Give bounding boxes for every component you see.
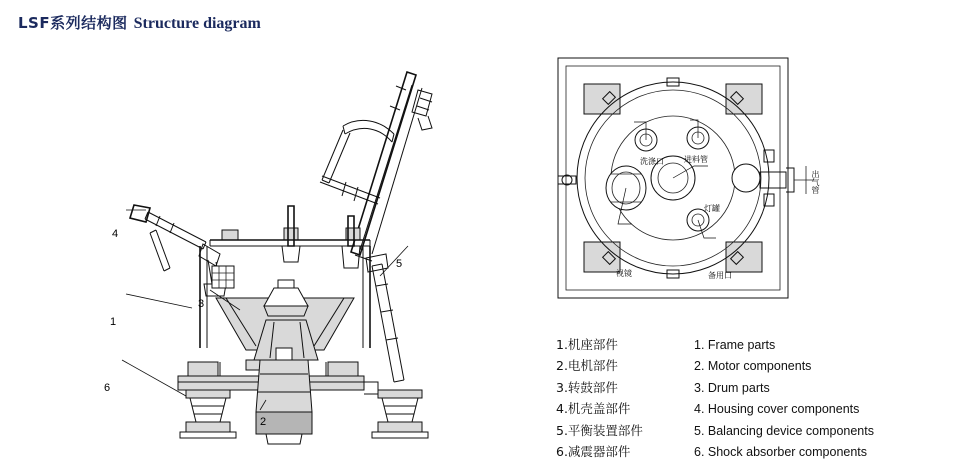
cross-section-svg [60,30,520,460]
legend-item-cn-5: 5.平衡装置部件 [556,422,643,438]
label-lamp: 灯罐 [704,204,720,213]
motor-components [256,348,312,444]
callout-6: 6 [104,382,111,394]
housing-cover [210,206,370,268]
legend-item-cn-4: 4.机壳盖部件 [556,401,631,417]
balancing-arm-assembly [320,72,432,261]
callout-5: 5 [396,258,403,270]
legend-item-en-6: 6. Shock absorber components [694,444,868,459]
legend-column-cn [556,338,676,459]
legend-item-en-3: 3. Drum parts [694,380,770,395]
legend-item-en-5: 5. Balancing device components [694,423,874,438]
legend-item-cn-6: 6.减震器部件 [556,443,631,459]
top-view-drawing [548,48,820,308]
balancing-device-strut [366,254,404,382]
page-title-en: Structure diagram [133,15,261,32]
callout-1: 1 [110,316,117,328]
legend-item-cn-3: 3.转鼓部件 [556,379,618,395]
label-wash-port: 洗涤口 [640,157,664,166]
label-sight-glass: 视镜 [616,269,632,278]
callout-2: 2 [260,416,267,428]
legend-column-en [694,338,944,459]
machine-cross-section-drawing [60,30,520,460]
label-feed-pipe: 进料管 [684,155,708,164]
label-vent-pipe: 出气管 [811,170,820,194]
legend [556,338,946,459]
label-spare-port: 备用口 [708,271,732,280]
callout-3: 3 [198,298,205,310]
legend-item-cn-1: 1.机座部件 [556,337,618,352]
page-title-cn: LSF系列结构图 [18,14,128,32]
legend-item-en-4: 4. Housing cover components [694,402,860,417]
legend-item-cn-2: 2.电机部件 [556,358,618,374]
callout-4: 4 [112,228,119,240]
legend-item-en-1: 1. Frame parts [694,338,776,352]
legend-item-en-2: 2. Motor components [694,359,812,374]
top-view-svg [548,48,820,308]
